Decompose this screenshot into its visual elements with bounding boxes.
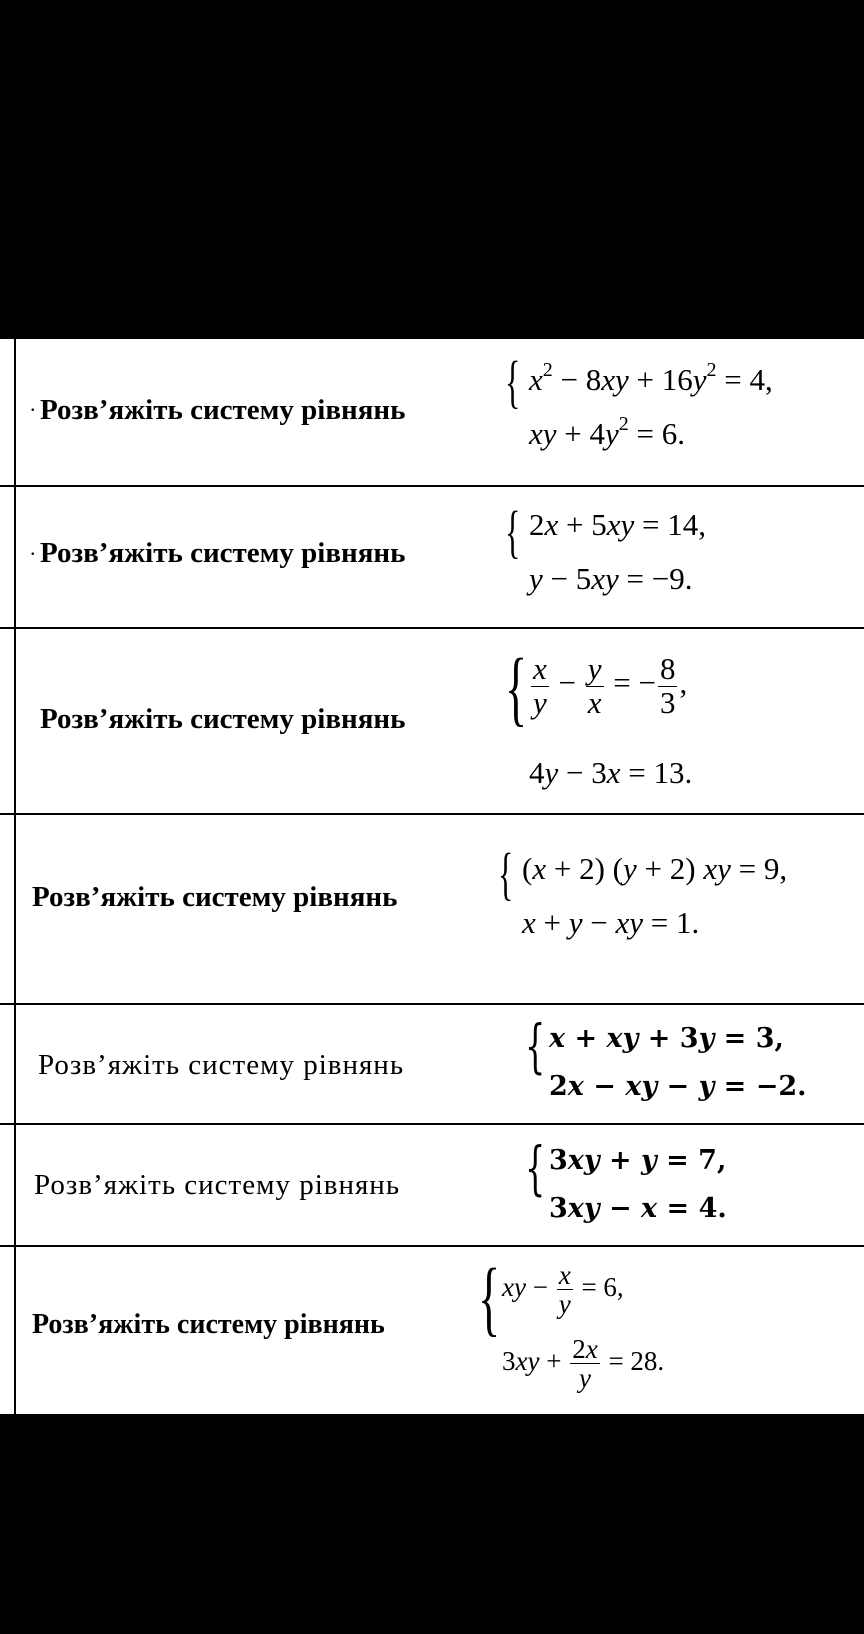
- problem-row-3: [0, 629, 864, 815]
- system-brace: {: [498, 841, 514, 906]
- system-brace: {: [505, 349, 521, 414]
- equation-2: 3xy + $\frac{2x}{y}$ = 28.: [502, 1334, 665, 1394]
- system-brace: {: [525, 1134, 546, 1202]
- equation-1: 3xy + y = 7,: [549, 1145, 727, 1176]
- equation-2: y − 5xy = −9.: [529, 561, 693, 596]
- equation-system: [525, 1012, 845, 1117]
- equation-system: [505, 349, 845, 473]
- system-brace: {: [505, 499, 521, 564]
- system-brace: {: [525, 1012, 546, 1080]
- problem-label: Розв’яжіть систему рівнянь: [32, 1309, 385, 1340]
- equation-1: (x + 2) (y + 2) xy = 9,: [522, 851, 788, 886]
- equation-system: [505, 499, 805, 623]
- problem-row-6: [0, 1125, 864, 1247]
- equation-system: [525, 1134, 825, 1239]
- problem-row-4: [0, 815, 864, 1005]
- problem-label: Розв’яжіть систему рівнянь: [32, 881, 398, 913]
- problem-label: Розв’яжіть систему рівнянь: [34, 1169, 401, 1201]
- problem-row-5: [0, 1005, 864, 1125]
- equation-2: x + y − xy = 1.: [522, 905, 700, 940]
- problem-label: Розв’яжіть систему рівнянь: [40, 537, 406, 569]
- row-marker: .: [30, 535, 36, 560]
- problem-label: Розв’яжіть систему рівнянь: [40, 703, 406, 735]
- equation-1: 2x + 5xy = 14,: [529, 507, 707, 542]
- row-marker: .: [30, 391, 36, 416]
- equation-1: $x^2 - 8xy + 16y^2 = 4$,: [529, 359, 773, 397]
- equation-2: 4y − 3x = 13.: [529, 755, 693, 790]
- equation-2: 3xy − x = 4.: [549, 1193, 727, 1224]
- problem-row-1: [0, 339, 864, 487]
- equation-1: xy − $\frac{x}{y}$ = 6,: [502, 1260, 624, 1320]
- problem-row-7: [0, 1247, 864, 1416]
- system-brace: {: [505, 642, 528, 735]
- worksheet: [0, 339, 864, 1416]
- problem-label: Розв’яжіть систему рівнянь: [38, 1049, 405, 1081]
- equation-2: xy + $4y^2 = 6$.: [529, 413, 686, 451]
- equation-1: x + xy + 3y = 3,: [549, 1023, 784, 1054]
- equation-1: $\frac{x}{y}$ − $\frac{y}{x}$ = − $\frac{8}{3}$ ,: [533, 651, 688, 720]
- equation-system: [505, 642, 805, 807]
- system-brace: {: [478, 1252, 501, 1345]
- equation-2: 2x − xy − y = −2.: [549, 1071, 807, 1102]
- problem-row-2: [0, 487, 864, 629]
- problem-label: Розв’яжіть систему рівнянь: [40, 394, 406, 426]
- equation-system: [498, 841, 848, 965]
- equation-system: [478, 1252, 778, 1407]
